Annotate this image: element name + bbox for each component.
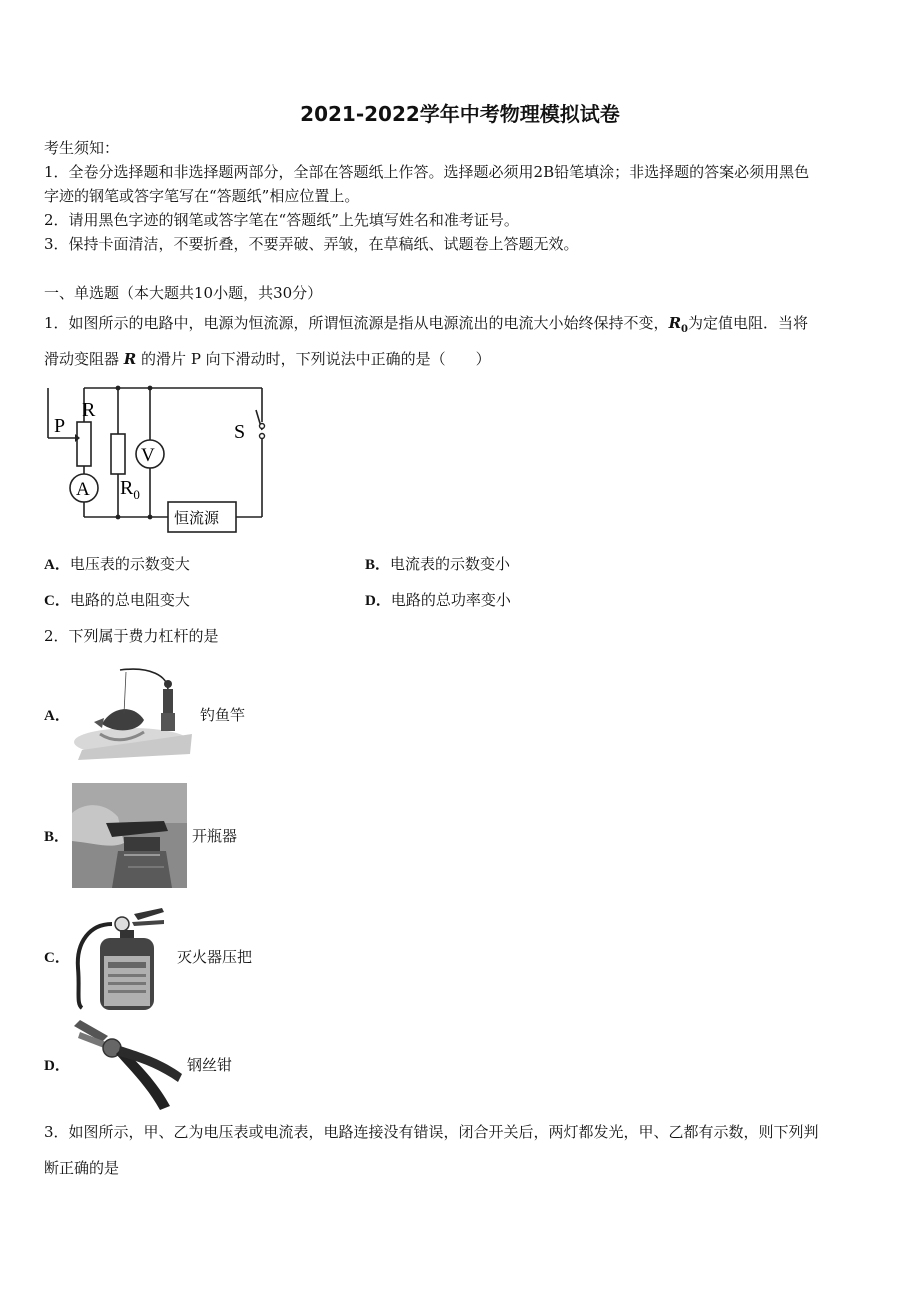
- q1-circuit-diagram: [40, 380, 280, 535]
- bottle-opener-icon: [72, 783, 187, 888]
- notice-line: 3．保持卡面清洁，不要折叠，不要弄破、弄皱，在草稿纸、试题卷上答题无效。: [44, 235, 579, 253]
- q2-option-a-text: 钓鱼竿: [200, 706, 246, 724]
- notice-line: 1．全卷分选择题和非选择题两部分，全部在答题纸上作答。选择题必须用2B铅笔填涂；非选择题的答案必须用黑色: [44, 163, 810, 181]
- q1-option-c[interactable]: C．电路的总电阻变大: [44, 591, 190, 609]
- q1-stem-line1: 1．如图所示的电路中，电源为恒流源，所谓恒流源是指从电源流出的电流大小始终保持不变，$R_0$为定值电阻．当将: [44, 314, 809, 335]
- label-source: 恒流源: [174, 509, 220, 527]
- notice-line: 2．请用黑色字迹的钢笔或答字笔在“答题纸”上先填写姓名和准考证号。: [44, 211, 519, 229]
- r0-symbol: R: [668, 314, 682, 332]
- r-symbol: R: [123, 350, 137, 368]
- q1-option-a[interactable]: A．电压表的示数变大: [44, 555, 190, 573]
- label-s: S: [234, 421, 246, 443]
- q2-option-d-letter[interactable]: D．: [44, 1058, 70, 1074]
- notice-heading: 考生须知：: [44, 139, 120, 157]
- fishing-rod-icon: [72, 662, 198, 762]
- q1-option-b[interactable]: B．电流表的示数变小: [365, 555, 511, 573]
- page-title: 2021-2022学年中考物理模拟试卷: [300, 102, 620, 126]
- q2-option-b-text: 开瓶器: [192, 827, 238, 845]
- q2-stem: 2．下列属于费力杠杆的是: [44, 627, 219, 645]
- q1-stem-line2: 滑动变阻器 R 的滑片 P 向下滑动时，下列说法中正确的是（ ）: [44, 350, 491, 368]
- label-p: P: [54, 415, 66, 437]
- q1-option-d[interactable]: D．电路的总功率变小: [365, 591, 511, 609]
- notice-line: 字迹的钢笔或答字笔写在“答题纸”相应位置上。: [44, 187, 360, 205]
- q2-option-c-text: 灭火器压把: [177, 948, 253, 966]
- q2-option-d-text: 钢丝钳: [187, 1056, 233, 1074]
- label-a: A: [76, 479, 90, 500]
- q3-stem-line1: 3．如图所示，甲、乙为电压表或电流表，电路连接没有错误，闭合开关后，两灯都发光，甲、乙都有示数，则下列判: [44, 1123, 819, 1141]
- fire-extinguisher-icon: [72, 904, 168, 1010]
- q2-option-b-letter[interactable]: B．: [44, 829, 70, 845]
- q3-stem-line2: 断正确的是: [44, 1159, 120, 1177]
- pliers-icon: [72, 1018, 184, 1114]
- q2-option-c-letter[interactable]: C．: [44, 950, 70, 966]
- label-v: V: [141, 445, 155, 466]
- q2-option-a-letter[interactable]: A．: [44, 708, 70, 724]
- label-r0: $R_0$: [120, 477, 140, 502]
- section-heading: 一、单选题（本大题共10小题，共30分）: [44, 284, 323, 302]
- label-r: R: [82, 399, 96, 421]
